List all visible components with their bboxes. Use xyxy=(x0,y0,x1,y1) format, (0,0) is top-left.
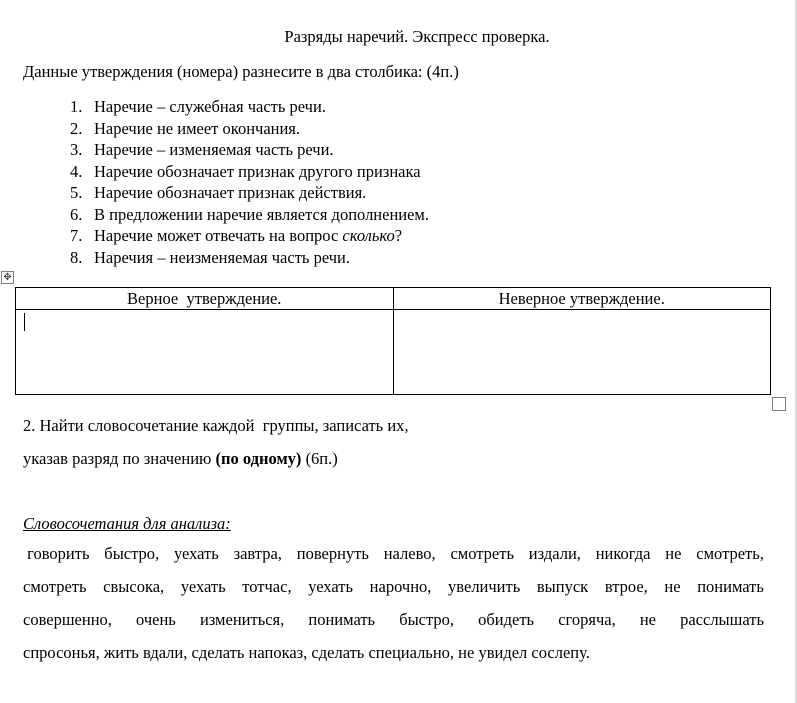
phrase-word: не xyxy=(664,577,681,596)
phrase-word: вдали, xyxy=(142,643,192,662)
list-item-italic-word: сколько xyxy=(342,226,395,245)
list-item-text-end: ? xyxy=(394,226,403,245)
list-item-text: Наречие обозначает признак другого признака xyxy=(94,161,421,181)
phrase-word: не xyxy=(458,643,479,662)
phrase-word: увидел xyxy=(478,643,532,662)
phrase-word: быстро, xyxy=(399,610,455,629)
false-statements-cell[interactable] xyxy=(393,310,771,395)
list-item-text: В предложении наречие является дополнением. xyxy=(94,204,430,224)
phrase-word: уехать xyxy=(173,544,219,563)
column-header-false: Неверное утверждение. xyxy=(393,288,771,310)
phrase-word: свысока, xyxy=(103,577,165,596)
document-title: Разряды наречий. Экспресс проверка. xyxy=(284,27,550,46)
list-item xyxy=(70,247,570,269)
list-item-number: 4. xyxy=(70,161,83,181)
task2-text-end: (6п.) xyxy=(301,449,338,468)
phrase-word: измениться, xyxy=(199,610,285,629)
phrase-word: увеличить xyxy=(448,577,521,596)
phrase-word: жить xyxy=(103,643,143,662)
list-item-number: 5. xyxy=(70,183,83,202)
table-row xyxy=(16,310,771,395)
list-item-number: 3. xyxy=(70,140,83,159)
phrase-word: налево, xyxy=(383,544,436,563)
resize-square-icon[interactable] xyxy=(772,397,786,411)
list-item-text-start: Наречие может отвечать на вопрос xyxy=(94,226,343,245)
list-item xyxy=(70,204,570,226)
task2-instructions-line2 xyxy=(23,449,338,469)
phrases-heading: Словосочетания для анализа: xyxy=(23,514,231,533)
phrase-word: не xyxy=(665,544,682,563)
phrase-line xyxy=(23,576,764,598)
task2-text-start: указав разряд по значению xyxy=(23,449,216,468)
move-arrows-icon[interactable]: ✥ xyxy=(1,271,14,284)
phrase-word: нарочно, xyxy=(369,577,432,596)
phrase-word: быстро, xyxy=(104,544,160,563)
list-item-text xyxy=(94,225,402,247)
list-item-text: Наречие не имеет окончания. xyxy=(94,118,301,138)
phrase-word: втрое, xyxy=(604,577,648,596)
phrase-word: понимать xyxy=(697,577,764,596)
phrase-word: сослепу. xyxy=(531,643,590,662)
phrase-word: говорить xyxy=(23,544,90,563)
list-item-text: Наречие – изменяемая часть речи. xyxy=(94,140,334,159)
list-item-number: 2. xyxy=(70,118,83,138)
phrase-word: очень xyxy=(136,610,176,629)
true-statements-cell[interactable] xyxy=(16,310,394,395)
phrase-word: сгоряча, xyxy=(558,610,616,629)
phrase-word: смотреть xyxy=(23,577,87,596)
phrase-word: уехать xyxy=(308,577,354,596)
phrase-word: сделать xyxy=(191,643,249,662)
phrase-word: понимать xyxy=(308,610,376,629)
phrase-word: напоказ, xyxy=(248,643,312,662)
phrase-word: совершенно, xyxy=(23,610,112,629)
list-item-text: Наречие – служебная часть речи. xyxy=(94,97,326,116)
phrase-word: выпуск xyxy=(536,577,589,596)
phrase-word: уехать xyxy=(180,577,226,596)
phrase-word: не xyxy=(639,610,656,629)
phrase-word: специально, xyxy=(368,643,459,662)
phrase-word: смотреть xyxy=(450,544,514,563)
list-item-text: Наречие обозначает признак действия. xyxy=(94,183,367,202)
phrase-word: смотреть, xyxy=(696,544,764,563)
list-item-text: Наречия – неизменяемая часть речи. xyxy=(94,247,350,267)
phrase-word: расслышать xyxy=(680,610,764,629)
phrase-word: обидеть xyxy=(478,610,535,629)
phrase-word: издали, xyxy=(528,544,581,563)
phrase-word: сделать xyxy=(311,643,369,662)
list-item xyxy=(70,118,570,140)
phrase-word: завтра, xyxy=(233,544,282,563)
list-item xyxy=(70,182,570,204)
task2-instructions-line1: 2. Найти словосочетание каждой группы, записать их, xyxy=(23,416,409,435)
task2-bold-text: (по одному) xyxy=(215,449,302,468)
list-item xyxy=(70,139,570,161)
list-item xyxy=(70,161,570,183)
phrase-line xyxy=(23,543,764,565)
list-item-number: 7. xyxy=(70,226,83,245)
phrase-word: тотчас, xyxy=(242,577,292,596)
answers-table xyxy=(15,287,771,395)
statements-list xyxy=(70,96,570,268)
task1-instructions: Данные утверждения (номера) разнесите в два столбика: (4п.) xyxy=(23,62,459,81)
list-item xyxy=(70,96,570,118)
list-item-number: 8. xyxy=(70,247,83,267)
phrase-line xyxy=(23,609,764,631)
phrase-line xyxy=(23,642,764,664)
list-item-number: 6. xyxy=(70,204,83,224)
phrase-word: никогда xyxy=(595,544,651,563)
phrase-word: повернуть xyxy=(296,544,369,563)
column-header-true: Верное утверждение. xyxy=(16,288,394,310)
list-item-number: 1. xyxy=(70,97,83,116)
table-header-row xyxy=(16,288,771,310)
text-cursor xyxy=(24,313,25,331)
list-item xyxy=(70,225,570,247)
phrase-word: спросонья, xyxy=(23,643,104,662)
